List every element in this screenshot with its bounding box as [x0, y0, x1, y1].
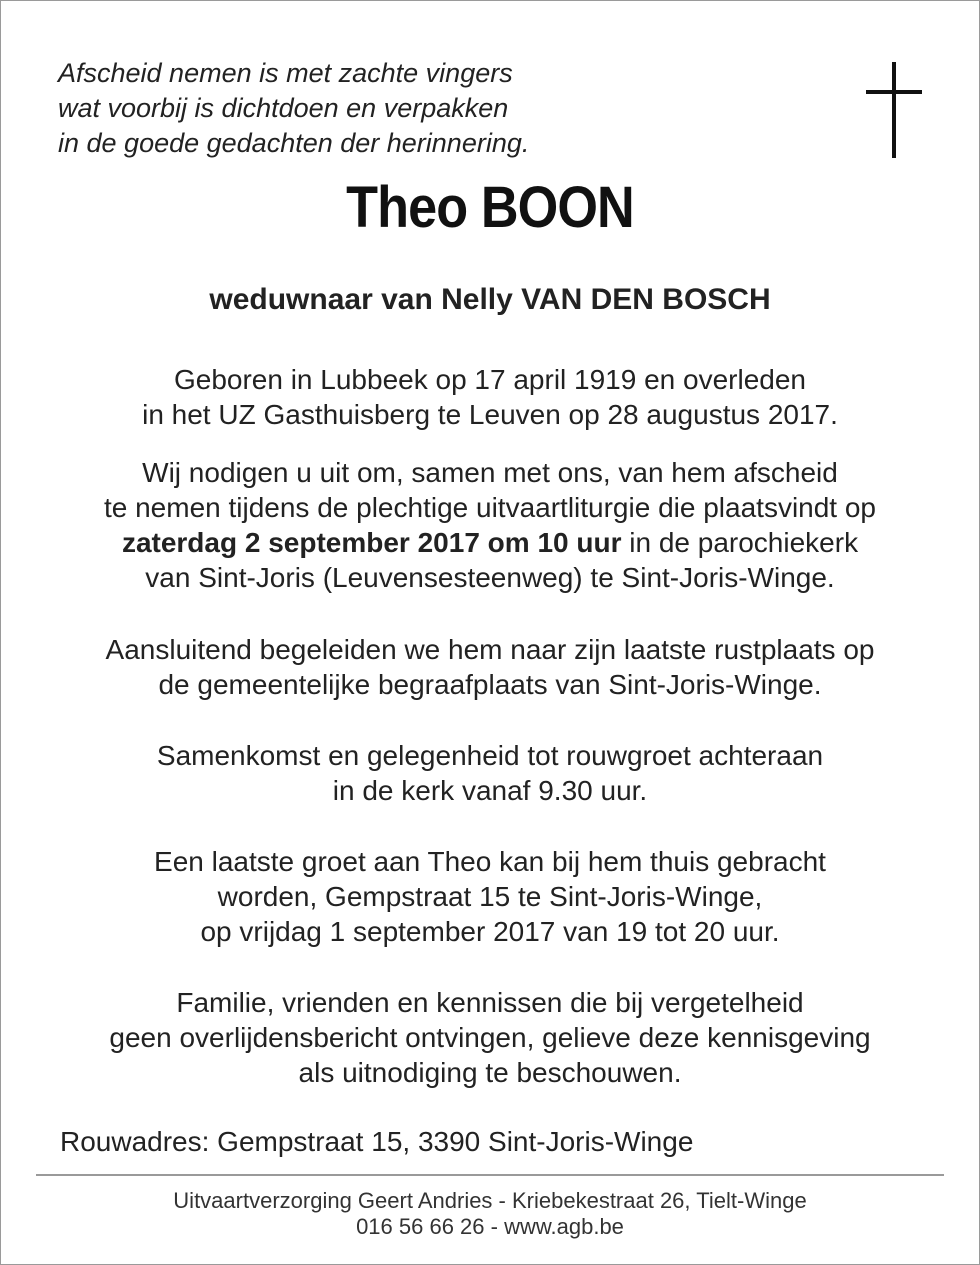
text-line: Geboren in Lubbeek op 17 april 1919 en overleden: [173, 364, 807, 395]
text-line: Familie, vrienden en kennissen die bij vergetelheid: [176, 987, 804, 1018]
text-line: als uitnodiging te beschouwen.: [298, 1057, 682, 1088]
ceremony-datetime: zaterdag 2 september 2017 om 10 uur: [121, 527, 622, 558]
poem-line: in de goede gedachten der herinnering.: [58, 128, 530, 158]
notice-paragraph: [0, 985, 980, 1090]
cross-icon: [866, 62, 922, 158]
text-line: de gemeentelijke begraafplaats van Sint-Joris-Winge.: [158, 669, 822, 700]
text-line: te nemen tijdens de plechtige uitvaartliturgie die plaatsvindt op: [103, 492, 877, 523]
text-line: op vrijdag 1 september 2017 van 19 tot 20 uur.: [200, 916, 780, 947]
text-line: in de kerk vanaf 9.30 uur.: [332, 775, 648, 806]
mourning-address: Rouwadres: Gempstraat 15, 3390 Sint-Joris-Winge: [60, 1126, 694, 1157]
widower-subtitle: weduwnaar van Nelly VAN DEN BOSCH: [209, 283, 771, 316]
text-line: worden, Gempstraat 15 te Sint-Joris-Winge,: [217, 881, 763, 912]
text-line: Een laatste groet aan Theo kan bij hem thuis gebracht: [154, 846, 826, 877]
poem-line: wat voorbij is dichtdoen en verpakken: [58, 93, 509, 123]
deceased-name: Theo BOON: [346, 175, 634, 240]
funeral-director-footer: [0, 1188, 980, 1240]
footer-line: Uitvaartverzorging Geert Andries - Kriebekestraat 26, Tielt-Winge: [173, 1188, 807, 1213]
text-line: geen overlijdensbericht ontvingen, gelieve deze kennisgeving: [109, 1022, 871, 1053]
poem-line: Afscheid nemen is met zachte vingers: [58, 58, 513, 88]
text-line: Wij nodigen u uit om, samen met ons, van hem afscheid: [142, 457, 838, 488]
footer-line: 016 56 66 26 - www.agb.be: [356, 1214, 624, 1239]
birth-death-paragraph: [0, 362, 980, 432]
text-fragment: in de parochiekerk: [621, 527, 859, 558]
gathering-paragraph: [0, 738, 980, 808]
text-line: in het UZ Gasthuisberg te Leuven op 28 augustus 2017.: [142, 399, 838, 430]
invitation-paragraph: [0, 455, 980, 595]
text-line: van Sint-Joris (Leuvensesteenweg) te Sint-Joris-Winge.: [145, 562, 835, 593]
last-greeting-paragraph: [0, 844, 980, 949]
text-line: Aansluitend begeleiden we hem naar zijn laatste rustplaats op: [105, 634, 875, 665]
burial-paragraph: [0, 632, 980, 702]
text-line: Samenkomst en gelegenheid tot rouwgroet achteraan: [156, 740, 824, 771]
poem: [58, 56, 529, 161]
text-line: [0, 525, 980, 560]
divider: [36, 1174, 944, 1176]
